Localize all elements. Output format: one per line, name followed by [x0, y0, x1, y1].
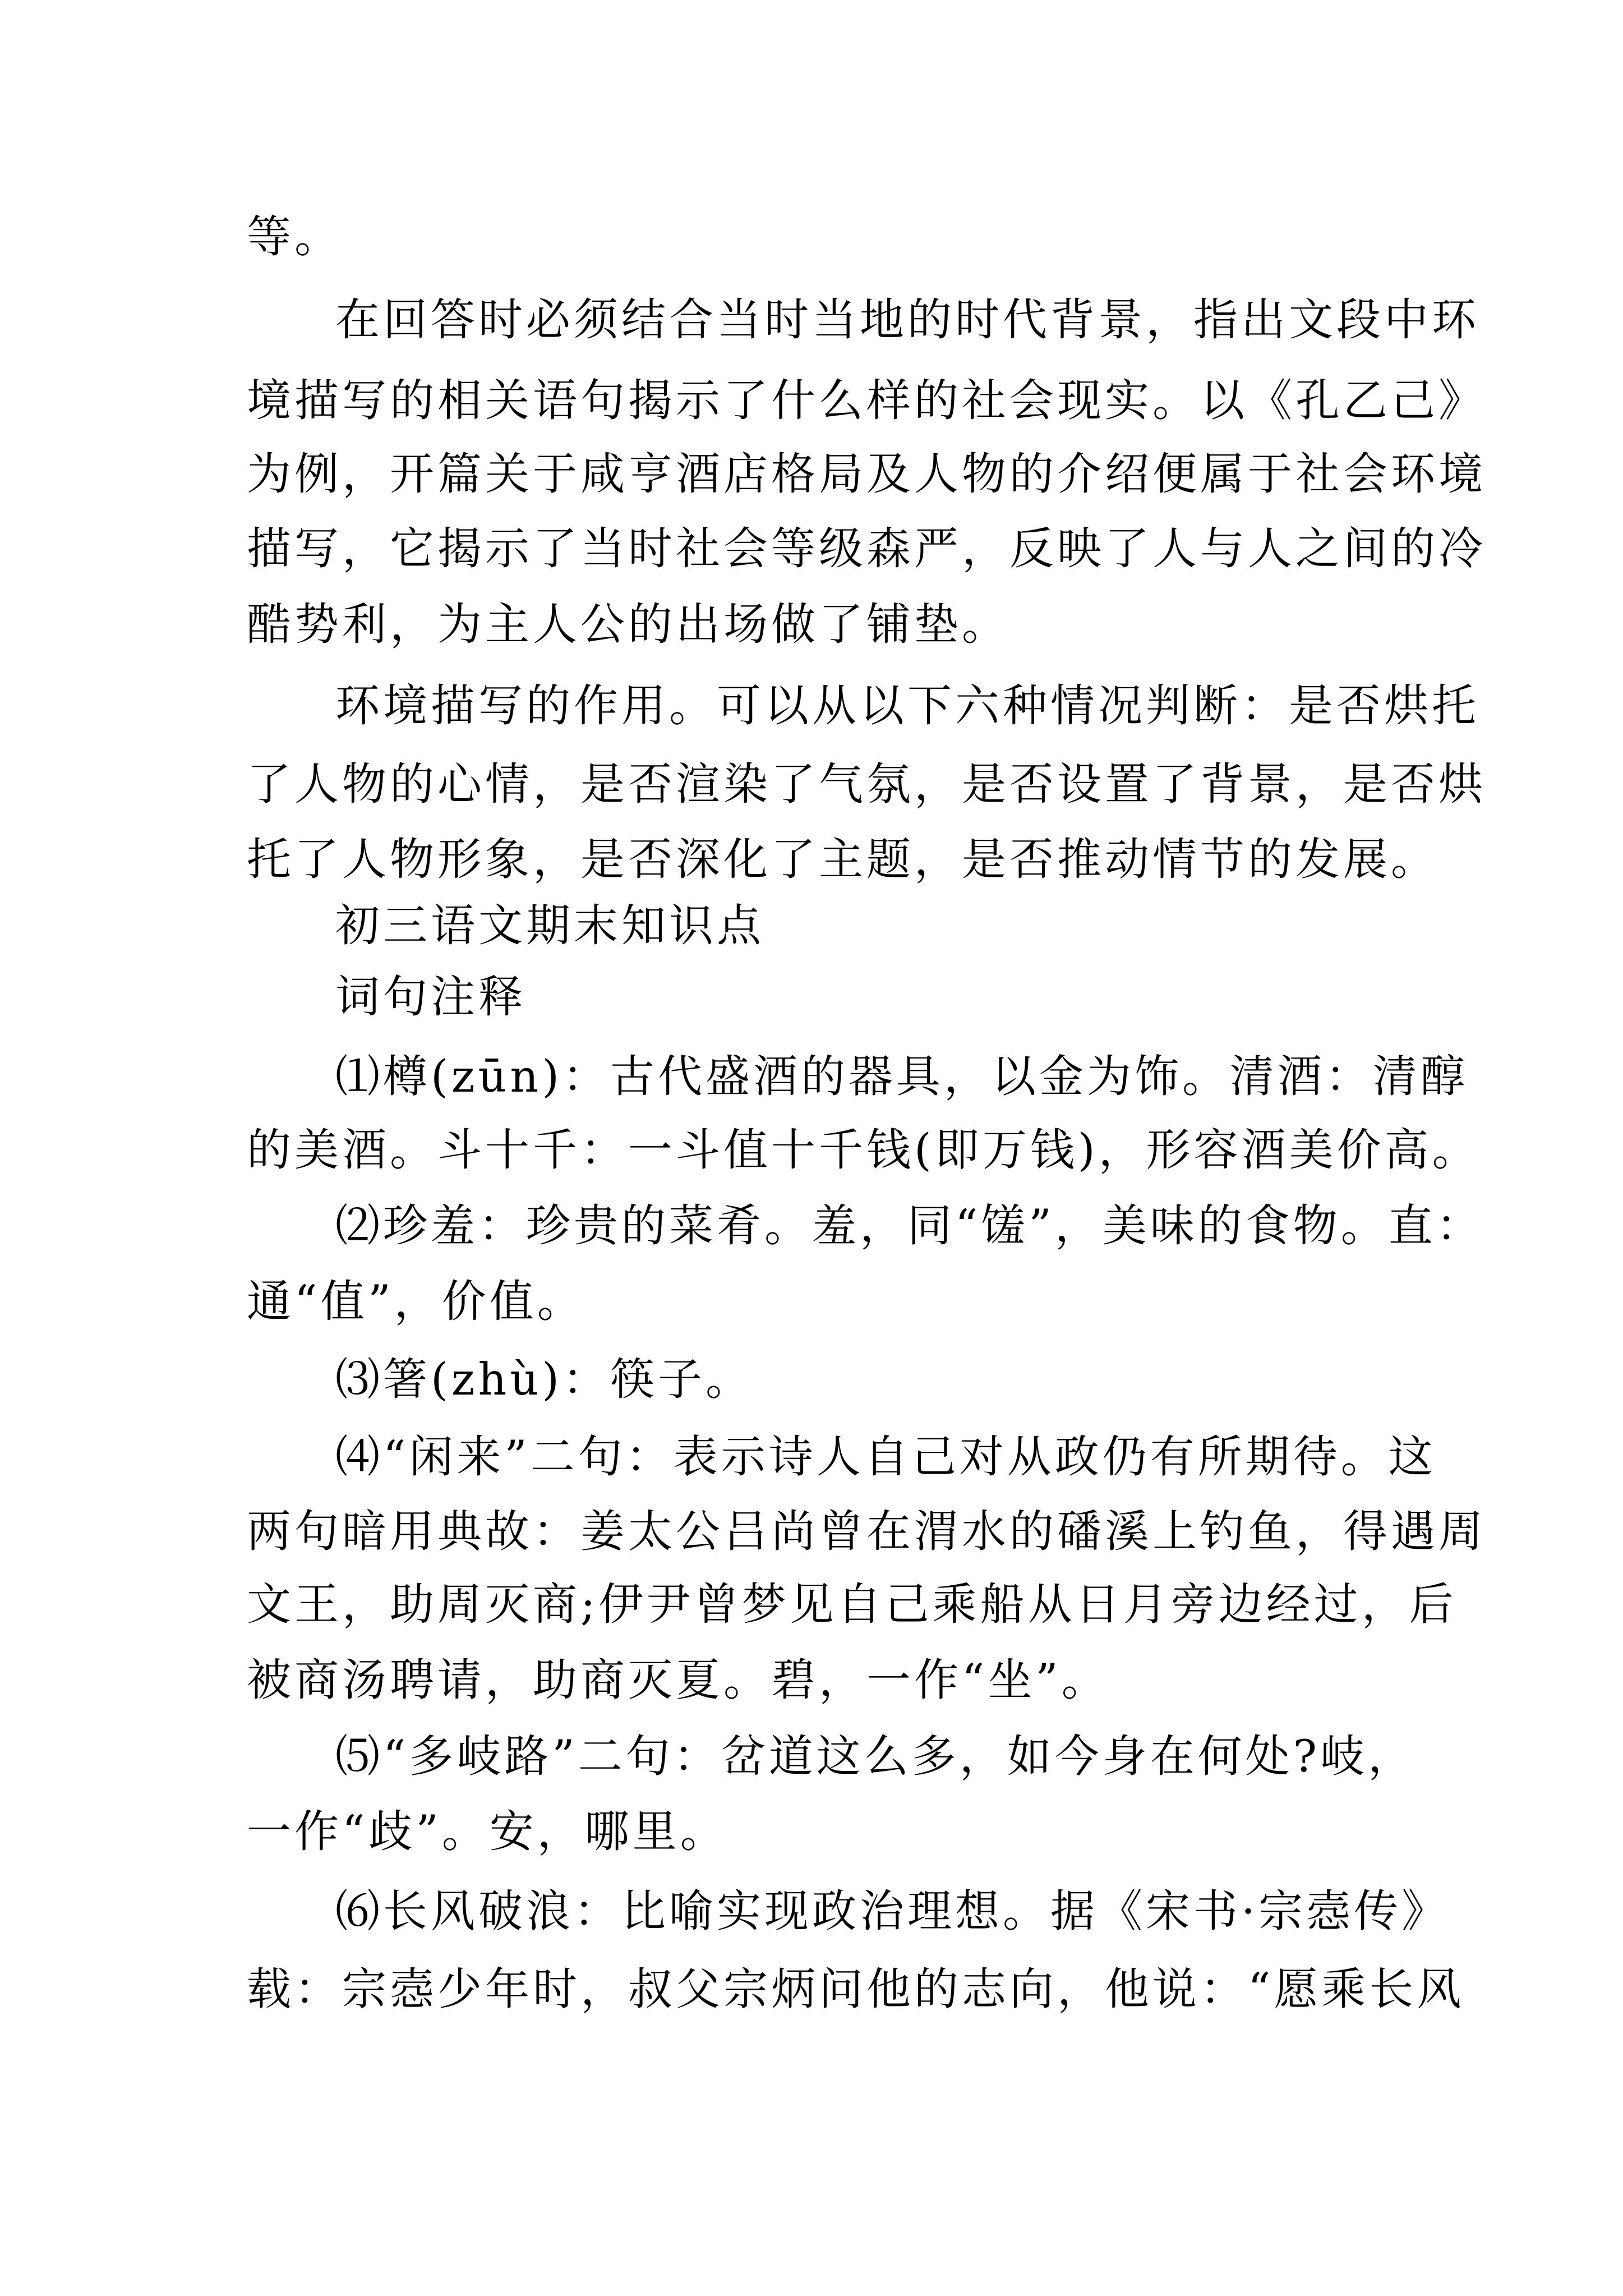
text-line: ⑶箸(zhù)：筷子。 — [335, 1354, 754, 1405]
text-line: 描写，它揭示了当时社会等级森严，反映了人与人之间的冷 — [247, 523, 1486, 574]
text-line: 托了人物形象，是否深化了主题，是否推动情节的发展。 — [247, 834, 1438, 885]
text-line: 环境描写的作用。可以从以下六种情况判断：是否烘托 — [335, 680, 1479, 731]
text-line: 文王，助周灭商;伊尹曾梦见自己乘船从日月旁边经过，后 — [247, 1579, 1457, 1630]
text-line: ⑴樽(zūn)：古代盛酒的器具，以金为饰。清酒：清醇 — [335, 1051, 1469, 1102]
text-line: 被商汤聘请，助商灭夏。碧，一作“坐”。 — [247, 1654, 1109, 1706]
text-line: 了人物的心情，是否渲染了气氛，是否设置了背景，是否烘 — [247, 758, 1486, 810]
text-line: 一作“歧”。安，哪里。 — [247, 1806, 728, 1857]
section-heading: 初三语文期末知识点 — [335, 900, 764, 951]
text-line: 为例，开篇关于咸亨酒店格局及人物的介绍便属于社会环境 — [247, 448, 1486, 500]
text-line: 通“值”，价值。 — [247, 1276, 585, 1327]
text-line: 酷势利，为主人公的出场做了铺垫。 — [247, 599, 1009, 650]
text-line: 在回答时必须结合当时当地的时代背景，指出文段中环 — [335, 294, 1479, 346]
text-line: 等。 — [247, 211, 342, 263]
text-line: 的美酒。斗十千：一斗值十千钱(即万钱)，形容酒美价高。 — [247, 1124, 1480, 1176]
section-heading: 词句注释 — [335, 971, 526, 1023]
text-line: 两句暗用典故：姜太公吕尚曾在渭水的磻溪上钓鱼，得遇周 — [247, 1506, 1486, 1557]
text-line: ⑹长风破浪：比喻实现政治理想。据《宋书·宗悫传》 — [335, 1885, 1450, 1937]
text-line: 载：宗悫少年时，叔父宗炳问他的志向，他说：“愿乘长风 — [247, 1963, 1465, 2015]
text-line: ⑵珍羞：珍贵的菜肴。羞，同“馐”，美味的食物。直： — [335, 1200, 1484, 1251]
text-line: 境描写的相关语句揭示了什么样的社会现实。以《孔乙己》 — [247, 375, 1486, 426]
text-line: ⑷“闲来”二句：表示诗人自己对从政仍有所期待。这 — [335, 1431, 1436, 1483]
text-line: ⑸“多岐路”二句：岔道这么多，如今身在何处?岐， — [335, 1731, 1416, 1782]
